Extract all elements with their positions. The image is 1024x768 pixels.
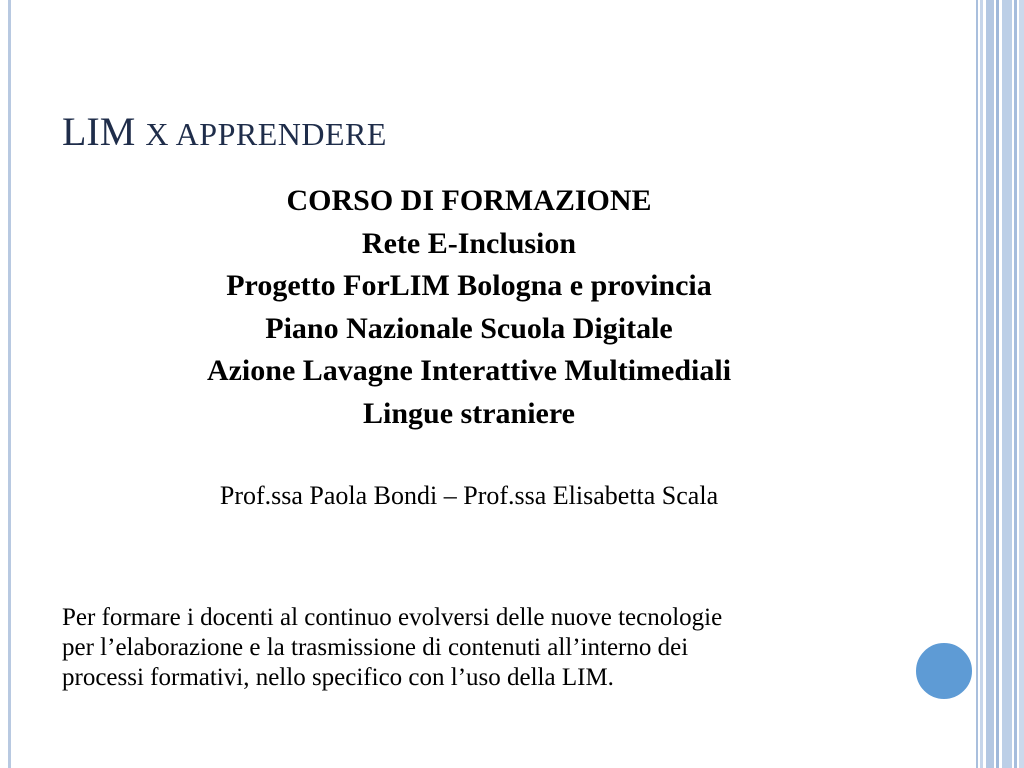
- description-line: per l’elaborazione e la trasmissione di contenuti all’interno dei: [62, 634, 689, 661]
- headline-line: Progetto ForLIM Bologna e provincia: [226, 269, 712, 302]
- description-line: Per formare i docenti al continuo evolversi delle nuove tecnologie: [62, 604, 723, 631]
- slide-title-rest: X APPRENDERE: [145, 116, 387, 152]
- stripe: [1002, 0, 1012, 768]
- headline-line: CORSO DI FORMAZIONE: [286, 184, 652, 217]
- description-line: processi formativi, nello specifico con l’uso della LIM.: [62, 664, 614, 691]
- headline-line: Piano Nazionale Scuola Digitale: [265, 311, 673, 345]
- slide-title: [62, 108, 387, 158]
- course-headline: [62, 180, 876, 435]
- stripe: [980, 0, 983, 768]
- stripe: [1019, 0, 1024, 768]
- stripe: [996, 0, 999, 768]
- headline-line: Rete E-Inclusion: [361, 226, 577, 260]
- headline-line: Lingue straniere: [363, 396, 575, 430]
- headline-line: Azione Lavagne Interattive Multimediali: [206, 354, 732, 387]
- authors-line: Prof.ssa Paola Bondi – Prof.ssa Elisabetta Scala: [219, 481, 719, 510]
- decorative-circle-icon: [913, 640, 975, 702]
- stripe: [986, 0, 994, 768]
- stripe: [976, 0, 978, 768]
- description-paragraph: [62, 603, 902, 693]
- left-border-line: [8, 0, 11, 768]
- slide-title-main: LIM: [62, 109, 136, 154]
- stripe: [1014, 0, 1017, 768]
- right-decorative-stripes: [976, 0, 1024, 768]
